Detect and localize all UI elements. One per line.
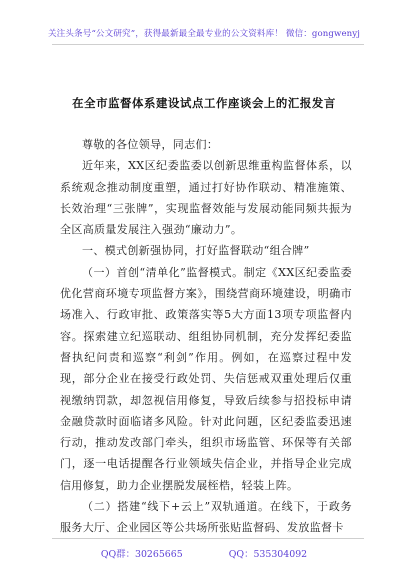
section-heading: 一、模式创新强协同，打好监督联动“组合牌” bbox=[82, 244, 310, 258]
contact-footer bbox=[0, 546, 408, 560]
header-divider bbox=[52, 44, 364, 45]
document-title: 在全市监督体系建设试点工作座谈会上的汇报发言 bbox=[72, 96, 336, 110]
paragraph: 近年来，XX区纪委监委以创新思维重构监督体系，以系统观念推动制度重塑，通过打好协作联动、精准施策、长效治理“三张牌”，实现监督效能与发展动能同频共振为全区高质量发展注入强劲“廉动力”。 bbox=[60, 159, 352, 237]
salutation: 尊敬的各位领导，同志们： bbox=[82, 138, 219, 151]
paragraph: （二）搭建“线下+云上”双轨通道。在线下，于政务服务大厅、企业园区等公共场所张贴监督码、发放监督卡 bbox=[60, 500, 352, 535]
source-banner: 关注头条号“公文研究”，获得最新最全最专业的公文资料库！ 微信：gongwenyj bbox=[47, 29, 361, 39]
document-body bbox=[60, 134, 352, 539]
qq-group-number: QQ群：30265665 bbox=[100, 549, 183, 560]
paragraph: （一）首创“清单化”监督模式。制定《XX区纪委监委优化营商环境专项监督方案》，围绕营商环境建设，明确市场准入、行政审批、政策落实等5大方面13项专项监督内容。探索建立纪巡联动、组组协同机制，充分发挥纪委监督执纪问责和巡察“利剑”作用。例如，在巡察过程中发现，部分企业在接受行政处罚、失信惩戒双重处理后仅重视缴纳罚款，却忽视信用修复，导致后续参与招投标申请金融贷款时面临诸多风险。针对此问题，区纪委监委迅速行动，推动发改部门牵头，组织市场监管、环保等有关部门，逐一电话提醒各行业领域失信企业，并指导企业完成信用修复，助力企业摆脱发展桎梏，轻装上阵。 bbox=[60, 265, 352, 492]
qq-number: QQ：535304092 bbox=[228, 549, 308, 560]
footer-divider bbox=[52, 538, 364, 539]
